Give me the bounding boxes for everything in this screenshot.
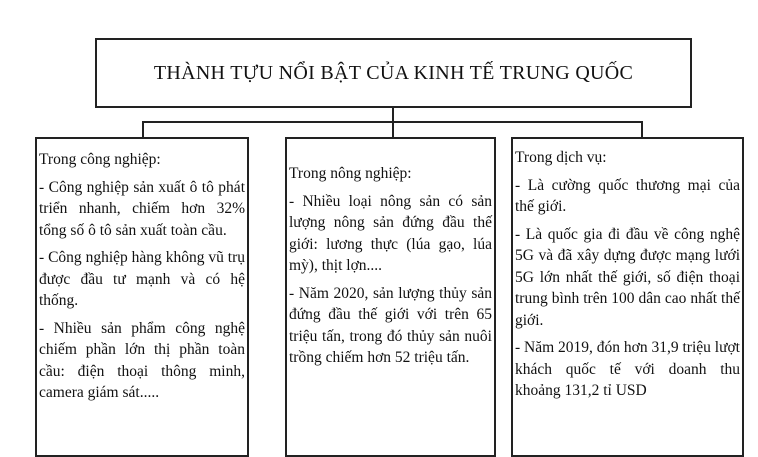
industry-item-aerospace: - Công nghiệp hàng không vũ trụ được đầu tư mạnh và có hệ thống. [39,249,245,309]
agriculture-heading: Trong nông nghiệp: [289,165,412,182]
agriculture-item-produce: - Nhiều loại nông sản có sản lượng nông sản đứng đầu thế giới: lương thực (lúa gạo, lúa mỳ), thịt lợn.... [289,192,492,274]
services-heading: Trong dịch vụ: [515,149,607,166]
diagram-title-text: THÀNH TỰU NỔI BẬT CỦA KINH TẾ TRUNG QUỐC [153,61,634,84]
diagram-title [95,38,692,108]
connector-right [641,121,643,137]
services-item-trade: - Là cường quốc thương mại của thế giới. [515,176,740,215]
industry-item-tech: - Nhiều sản phẩm công nghệ chiếm phần lớn thị phần toàn cầu: điện thoại thông minh, camera giám sát..... [39,319,245,401]
services-item-tourism: - Năm 2019, đón hơn 31,9 triệu lượt khách quốc tế với doanh thu khoảng 131,2 tỉ USD [515,339,740,399]
services-item-5g: - Là quốc gia đi đầu về công nghệ 5G và đã xây dựng được mạng lưới 5G lớn nhất thế giới, số điện thoại trung bình trên 100 dân cao nhất thế giới. [515,225,740,329]
agriculture-box [285,137,496,457]
industry-box [35,137,249,457]
industry-item-auto: - Công nghiệp sản xuất ô tô phát triển nhanh, chiếm hơn 32% tổng số ô tô sản xuất toàn cầu. [39,178,245,239]
connector-left [142,121,144,137]
services-box [511,137,744,457]
industry-heading: Trong công nghiệp: [39,151,161,168]
connector-middle [392,121,394,137]
connector-vertical-main [392,108,394,122]
agriculture-item-fishery: - Năm 2020, sản lượng thủy sản đứng đầu thế giới với trên 65 triệu tấn, trong đó thủy sản nuôi trồng chiếm hơn 52 triệu tấn. [289,284,492,366]
